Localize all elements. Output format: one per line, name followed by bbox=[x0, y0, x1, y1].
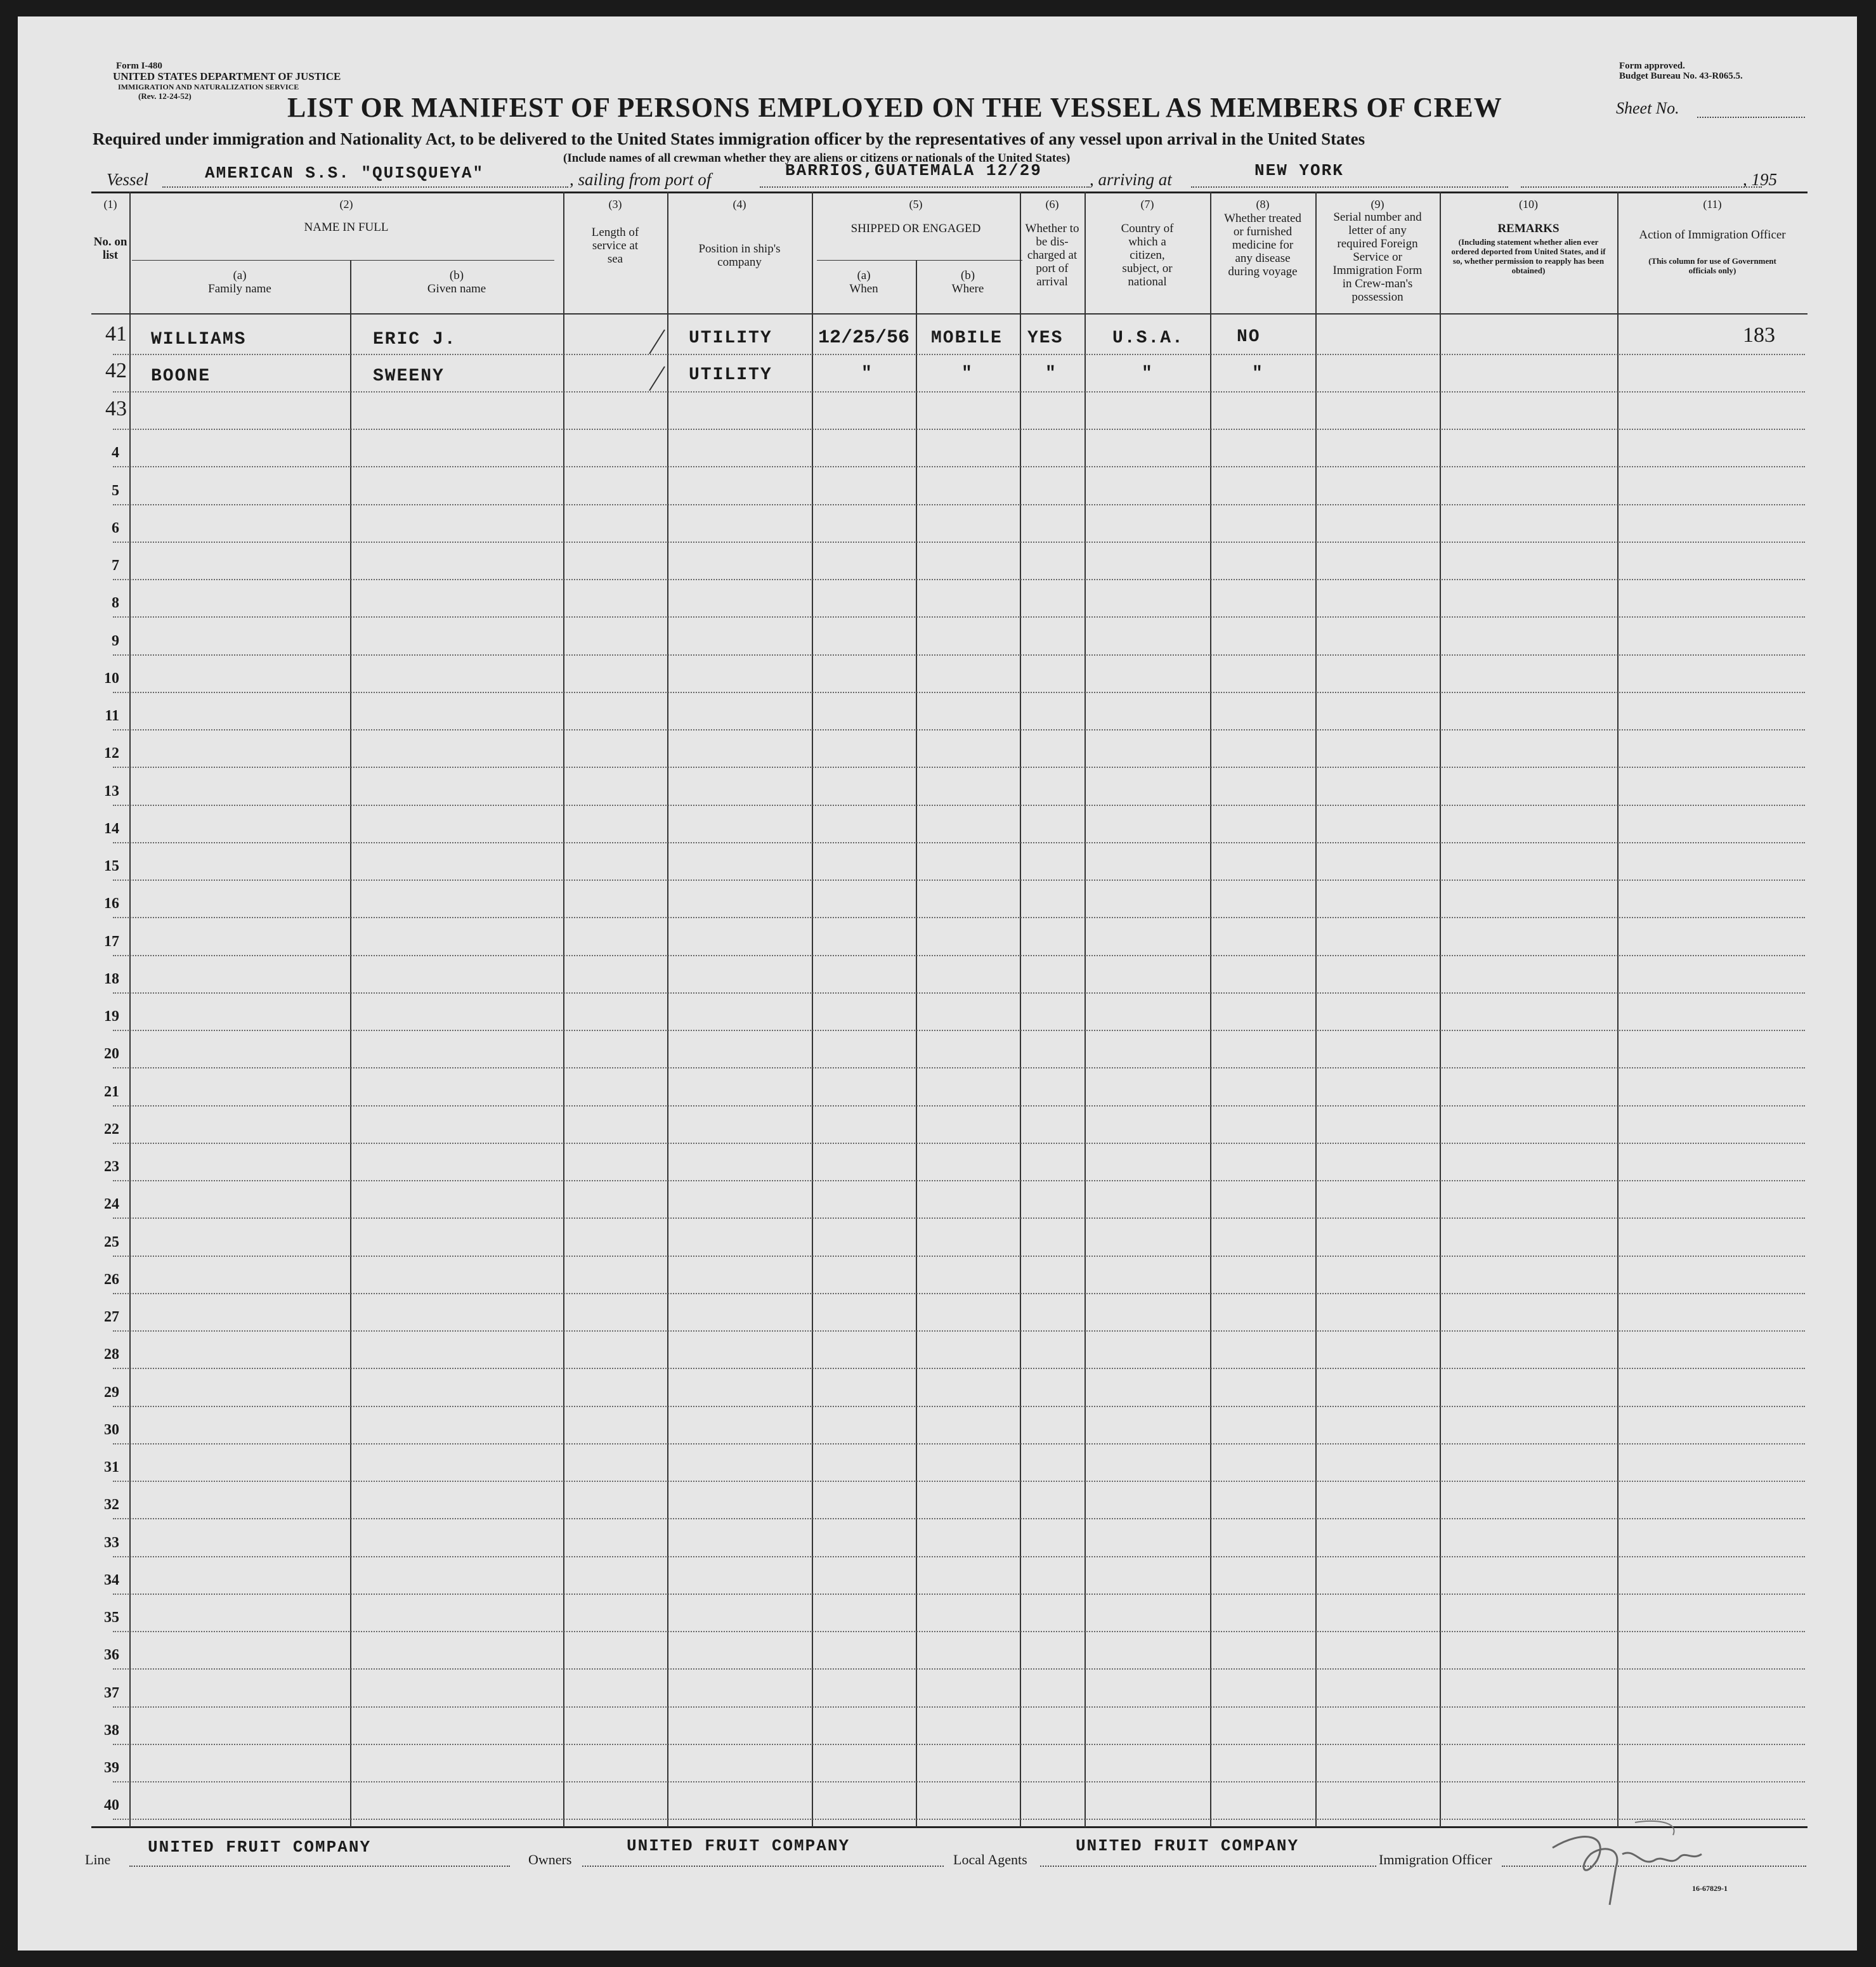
year-label: , 195 bbox=[1743, 170, 1777, 189]
col11-header: Action of Immigration Officer bbox=[1639, 228, 1786, 242]
row-number: 38 bbox=[104, 1722, 119, 1739]
row-number: 11 bbox=[105, 708, 119, 724]
col11-number: (11) bbox=[1703, 198, 1722, 211]
form-subtitle: Required under immigration and Nationality Act, to be delivered to the United States immigration officer by the representatives of any vessel upon arrival in the United States bbox=[93, 129, 1365, 148]
immigration-officer-label: Immigration Officer bbox=[1379, 1852, 1492, 1867]
col5a-header: (a) When bbox=[849, 269, 878, 295]
officer-action: 183 bbox=[1743, 323, 1775, 347]
row-line bbox=[113, 1781, 1805, 1782]
country: " bbox=[1142, 364, 1154, 384]
row-number: 25 bbox=[104, 1233, 119, 1250]
row-line bbox=[113, 1180, 1805, 1181]
sheet-number-field bbox=[1697, 117, 1805, 118]
row-line bbox=[113, 542, 1805, 543]
col4-header: Position in ship's company bbox=[698, 242, 781, 269]
row-number: 42 bbox=[105, 359, 127, 382]
given-name: SWEENY bbox=[373, 367, 445, 386]
row-number: 6 bbox=[112, 519, 119, 536]
col2b-header: (b) Given name bbox=[427, 269, 486, 295]
row-number: 5 bbox=[112, 482, 119, 499]
row-line bbox=[113, 1443, 1805, 1444]
discharged: YES bbox=[1027, 328, 1064, 348]
row-line bbox=[113, 429, 1805, 430]
row-number: 14 bbox=[104, 820, 119, 837]
row-number: 10 bbox=[104, 670, 119, 687]
shipped-where: MOBILE bbox=[931, 328, 1003, 348]
name-subheader-line bbox=[132, 260, 554, 261]
col9-header: Serial number and letter of any required Foreign Service or Immigration Form in Crew-man's possession bbox=[1332, 211, 1423, 304]
col1-number: (1) bbox=[103, 198, 117, 211]
row-number: 13 bbox=[104, 782, 119, 800]
col-divider-5 bbox=[1020, 192, 1021, 1827]
row-number: 12 bbox=[104, 745, 119, 762]
row-line bbox=[113, 1217, 1805, 1219]
col-divider-8 bbox=[1315, 192, 1317, 1827]
row-number: 26 bbox=[104, 1271, 119, 1288]
row-line bbox=[113, 1668, 1805, 1670]
row-number: 41 bbox=[105, 322, 127, 346]
col3-number: (3) bbox=[608, 198, 622, 211]
row-number: 30 bbox=[104, 1421, 119, 1438]
row-line bbox=[113, 1594, 1805, 1595]
row-number: 36 bbox=[104, 1647, 119, 1664]
row-line bbox=[113, 1067, 1805, 1068]
row-number: 27 bbox=[104, 1309, 119, 1325]
vessel-field bbox=[162, 186, 568, 188]
row-number: 19 bbox=[104, 1008, 119, 1025]
row-line bbox=[113, 1406, 1805, 1407]
row-line bbox=[113, 692, 1805, 693]
line-value: UNITED FRUIT COMPANY bbox=[148, 1838, 372, 1857]
row-line bbox=[113, 1481, 1805, 1482]
col1-header: No. on list bbox=[93, 235, 127, 262]
row-number: 24 bbox=[104, 1196, 119, 1213]
medicine: NO bbox=[1237, 327, 1261, 347]
discharged: " bbox=[1045, 364, 1057, 384]
row-line bbox=[113, 767, 1805, 768]
vessel-label: Vessel bbox=[107, 170, 148, 189]
row-line bbox=[113, 466, 1805, 467]
col8-header: Whether treated or furnished medicine for any disease during voyage bbox=[1224, 212, 1301, 278]
row-line bbox=[113, 354, 1805, 355]
col6-number: (6) bbox=[1045, 198, 1059, 211]
line-label: Line bbox=[85, 1852, 111, 1867]
manifest-page bbox=[18, 16, 1857, 1951]
shipped-when: 12/25/56 bbox=[818, 327, 910, 349]
agency-name: UNITED STATES DEPARTMENT OF JUSTICE bbox=[113, 70, 341, 82]
col5b-header: (b) Where bbox=[951, 269, 984, 295]
shipped-subheader-line bbox=[817, 260, 1022, 261]
approval-note: Form approved. bbox=[1619, 61, 1685, 71]
local-agents-label: Local Agents bbox=[953, 1852, 1027, 1867]
service-name: IMMIGRATION AND NATURALIZATION SERVICE bbox=[118, 82, 299, 91]
row-number: 17 bbox=[104, 933, 119, 950]
row-line bbox=[113, 729, 1805, 730]
row-line bbox=[113, 391, 1805, 393]
arriving-label: , arriving at bbox=[1090, 170, 1172, 189]
sheet-number-label: Sheet No. bbox=[1616, 99, 1679, 117]
row-number: 7 bbox=[112, 557, 119, 574]
row-number: 39 bbox=[104, 1760, 119, 1776]
sailing-label: , sailing from port of bbox=[570, 170, 712, 189]
family-name: BOONE bbox=[151, 367, 211, 386]
col10-header: REMARKS bbox=[1497, 222, 1560, 235]
row-line bbox=[113, 1143, 1805, 1144]
row-number: 20 bbox=[104, 1046, 119, 1063]
col2-number: (2) bbox=[339, 198, 353, 211]
col-divider-3 bbox=[667, 192, 668, 1827]
row-line bbox=[113, 1030, 1805, 1031]
col2-header: NAME IN FULL bbox=[304, 221, 389, 234]
col8-number: (8) bbox=[1256, 198, 1270, 211]
owners-value: UNITED FRUIT COMPANY bbox=[627, 1836, 850, 1855]
row-line bbox=[113, 616, 1805, 618]
row-number: 15 bbox=[104, 858, 119, 874]
owners-label: Owners bbox=[528, 1852, 572, 1867]
date-field bbox=[1521, 186, 1762, 188]
col-divider-2a bbox=[350, 260, 351, 1827]
col7-number: (7) bbox=[1140, 198, 1154, 211]
header-bottom-border bbox=[91, 313, 1808, 315]
col9-number: (9) bbox=[1371, 198, 1384, 211]
col11-subheader: (This column for use of Government officials only) bbox=[1648, 256, 1776, 275]
row-number: 28 bbox=[104, 1346, 119, 1363]
row-line bbox=[113, 1293, 1805, 1294]
row-number: 43 bbox=[105, 397, 127, 420]
row-line bbox=[113, 1256, 1805, 1257]
row-number: 16 bbox=[104, 895, 119, 912]
row-number: 31 bbox=[104, 1459, 119, 1476]
service-slash-marks bbox=[646, 325, 671, 401]
row-line bbox=[113, 654, 1805, 656]
form-revision: (Rev. 12-24-52) bbox=[138, 91, 192, 101]
line-field bbox=[129, 1866, 510, 1867]
form-title: LIST OR MANIFEST OF PERSONS EMPLOYED ON THE VESSEL AS MEMBERS OF CREW bbox=[287, 92, 1502, 123]
row-line bbox=[113, 955, 1805, 956]
row-line bbox=[113, 842, 1805, 843]
row-number: 18 bbox=[104, 970, 119, 987]
shipped-when: " bbox=[861, 364, 873, 384]
row-line bbox=[113, 992, 1805, 994]
form-code: 16-67829-1 bbox=[1692, 1884, 1728, 1893]
col-divider-6 bbox=[1085, 192, 1086, 1827]
row-line bbox=[113, 1330, 1805, 1332]
row-line bbox=[113, 1518, 1805, 1519]
medicine: " bbox=[1252, 364, 1264, 384]
row-line bbox=[113, 880, 1805, 881]
row-line bbox=[113, 1556, 1805, 1557]
col-divider-4 bbox=[812, 192, 813, 1827]
row-number: 35 bbox=[104, 1609, 119, 1626]
col10-subheader: (Including statement whether alien ever ordered deported from United States, and if so, whether permission to reapply has been obtained) bbox=[1451, 237, 1606, 275]
row-number: 32 bbox=[104, 1496, 119, 1514]
row-number: 23 bbox=[104, 1159, 119, 1175]
family-name: WILLIAMS bbox=[151, 330, 247, 349]
row-number: 29 bbox=[104, 1384, 119, 1401]
col3-header: Length of service at sea bbox=[591, 226, 639, 266]
col4-number: (4) bbox=[733, 198, 746, 211]
row-number: 4 bbox=[112, 445, 119, 462]
col5-number: (5) bbox=[909, 198, 923, 211]
country: U.S.A. bbox=[1112, 328, 1184, 348]
col-divider-10 bbox=[1617, 192, 1619, 1827]
position: UTILITY bbox=[689, 365, 772, 385]
col-divider-2 bbox=[563, 192, 564, 1827]
col10-number: (10) bbox=[1519, 198, 1538, 211]
row-line bbox=[113, 1744, 1805, 1745]
row-line bbox=[113, 917, 1805, 918]
local-agents-field bbox=[1040, 1866, 1376, 1867]
col-divider-5a bbox=[916, 260, 917, 1827]
budget-bureau-number: Budget Bureau No. 43-R065.5. bbox=[1619, 71, 1743, 81]
col6-header: Whether to be dis-charged at port of arrival bbox=[1025, 222, 1079, 289]
col-divider-1 bbox=[129, 192, 131, 1827]
col-divider-9 bbox=[1440, 192, 1441, 1827]
row-line bbox=[113, 1706, 1805, 1708]
row-number: 22 bbox=[104, 1120, 119, 1138]
vessel-name: AMERICAN S.S. "QUISQUEYA" bbox=[205, 164, 485, 183]
row-number: 34 bbox=[104, 1571, 119, 1588]
local-agents-value: UNITED FRUIT COMPANY bbox=[1076, 1836, 1300, 1855]
form-note: (Include names of all crewman whether they are aliens or citizens or nationals of the United States) bbox=[563, 152, 1071, 165]
row-line bbox=[113, 1631, 1805, 1632]
row-number: 37 bbox=[104, 1684, 119, 1701]
arriving-port: NEW YORK bbox=[1254, 161, 1344, 180]
col7-header: Country of which a citizen, subject, or national bbox=[1121, 222, 1174, 289]
given-name: ERIC J. bbox=[373, 330, 457, 349]
table-top-border bbox=[91, 192, 1808, 193]
col5-header: SHIPPED OR ENGAGED bbox=[850, 222, 981, 235]
row-number: 40 bbox=[104, 1797, 119, 1814]
position: UTILITY bbox=[689, 328, 772, 348]
arriving-field bbox=[1191, 186, 1508, 188]
row-line bbox=[113, 805, 1805, 806]
row-number: 9 bbox=[112, 632, 119, 649]
col-divider-7 bbox=[1210, 192, 1211, 1827]
owners-field bbox=[582, 1866, 944, 1867]
row-line bbox=[113, 1105, 1805, 1107]
form-number: Form I-480 bbox=[116, 61, 162, 71]
row-line bbox=[113, 504, 1805, 505]
row-line bbox=[113, 579, 1805, 580]
sailing-port: BARRIOS,GUATEMALA 12/29 bbox=[785, 161, 1042, 180]
sailing-field bbox=[760, 186, 1090, 188]
row-line bbox=[113, 1368, 1805, 1369]
shipped-where: " bbox=[961, 364, 974, 384]
row-number: 8 bbox=[112, 595, 119, 612]
row-number: 33 bbox=[104, 1534, 119, 1551]
col2a-header: (a) Family name bbox=[208, 269, 271, 295]
row-number: 21 bbox=[104, 1083, 119, 1100]
officer-signature bbox=[1527, 1810, 1711, 1918]
